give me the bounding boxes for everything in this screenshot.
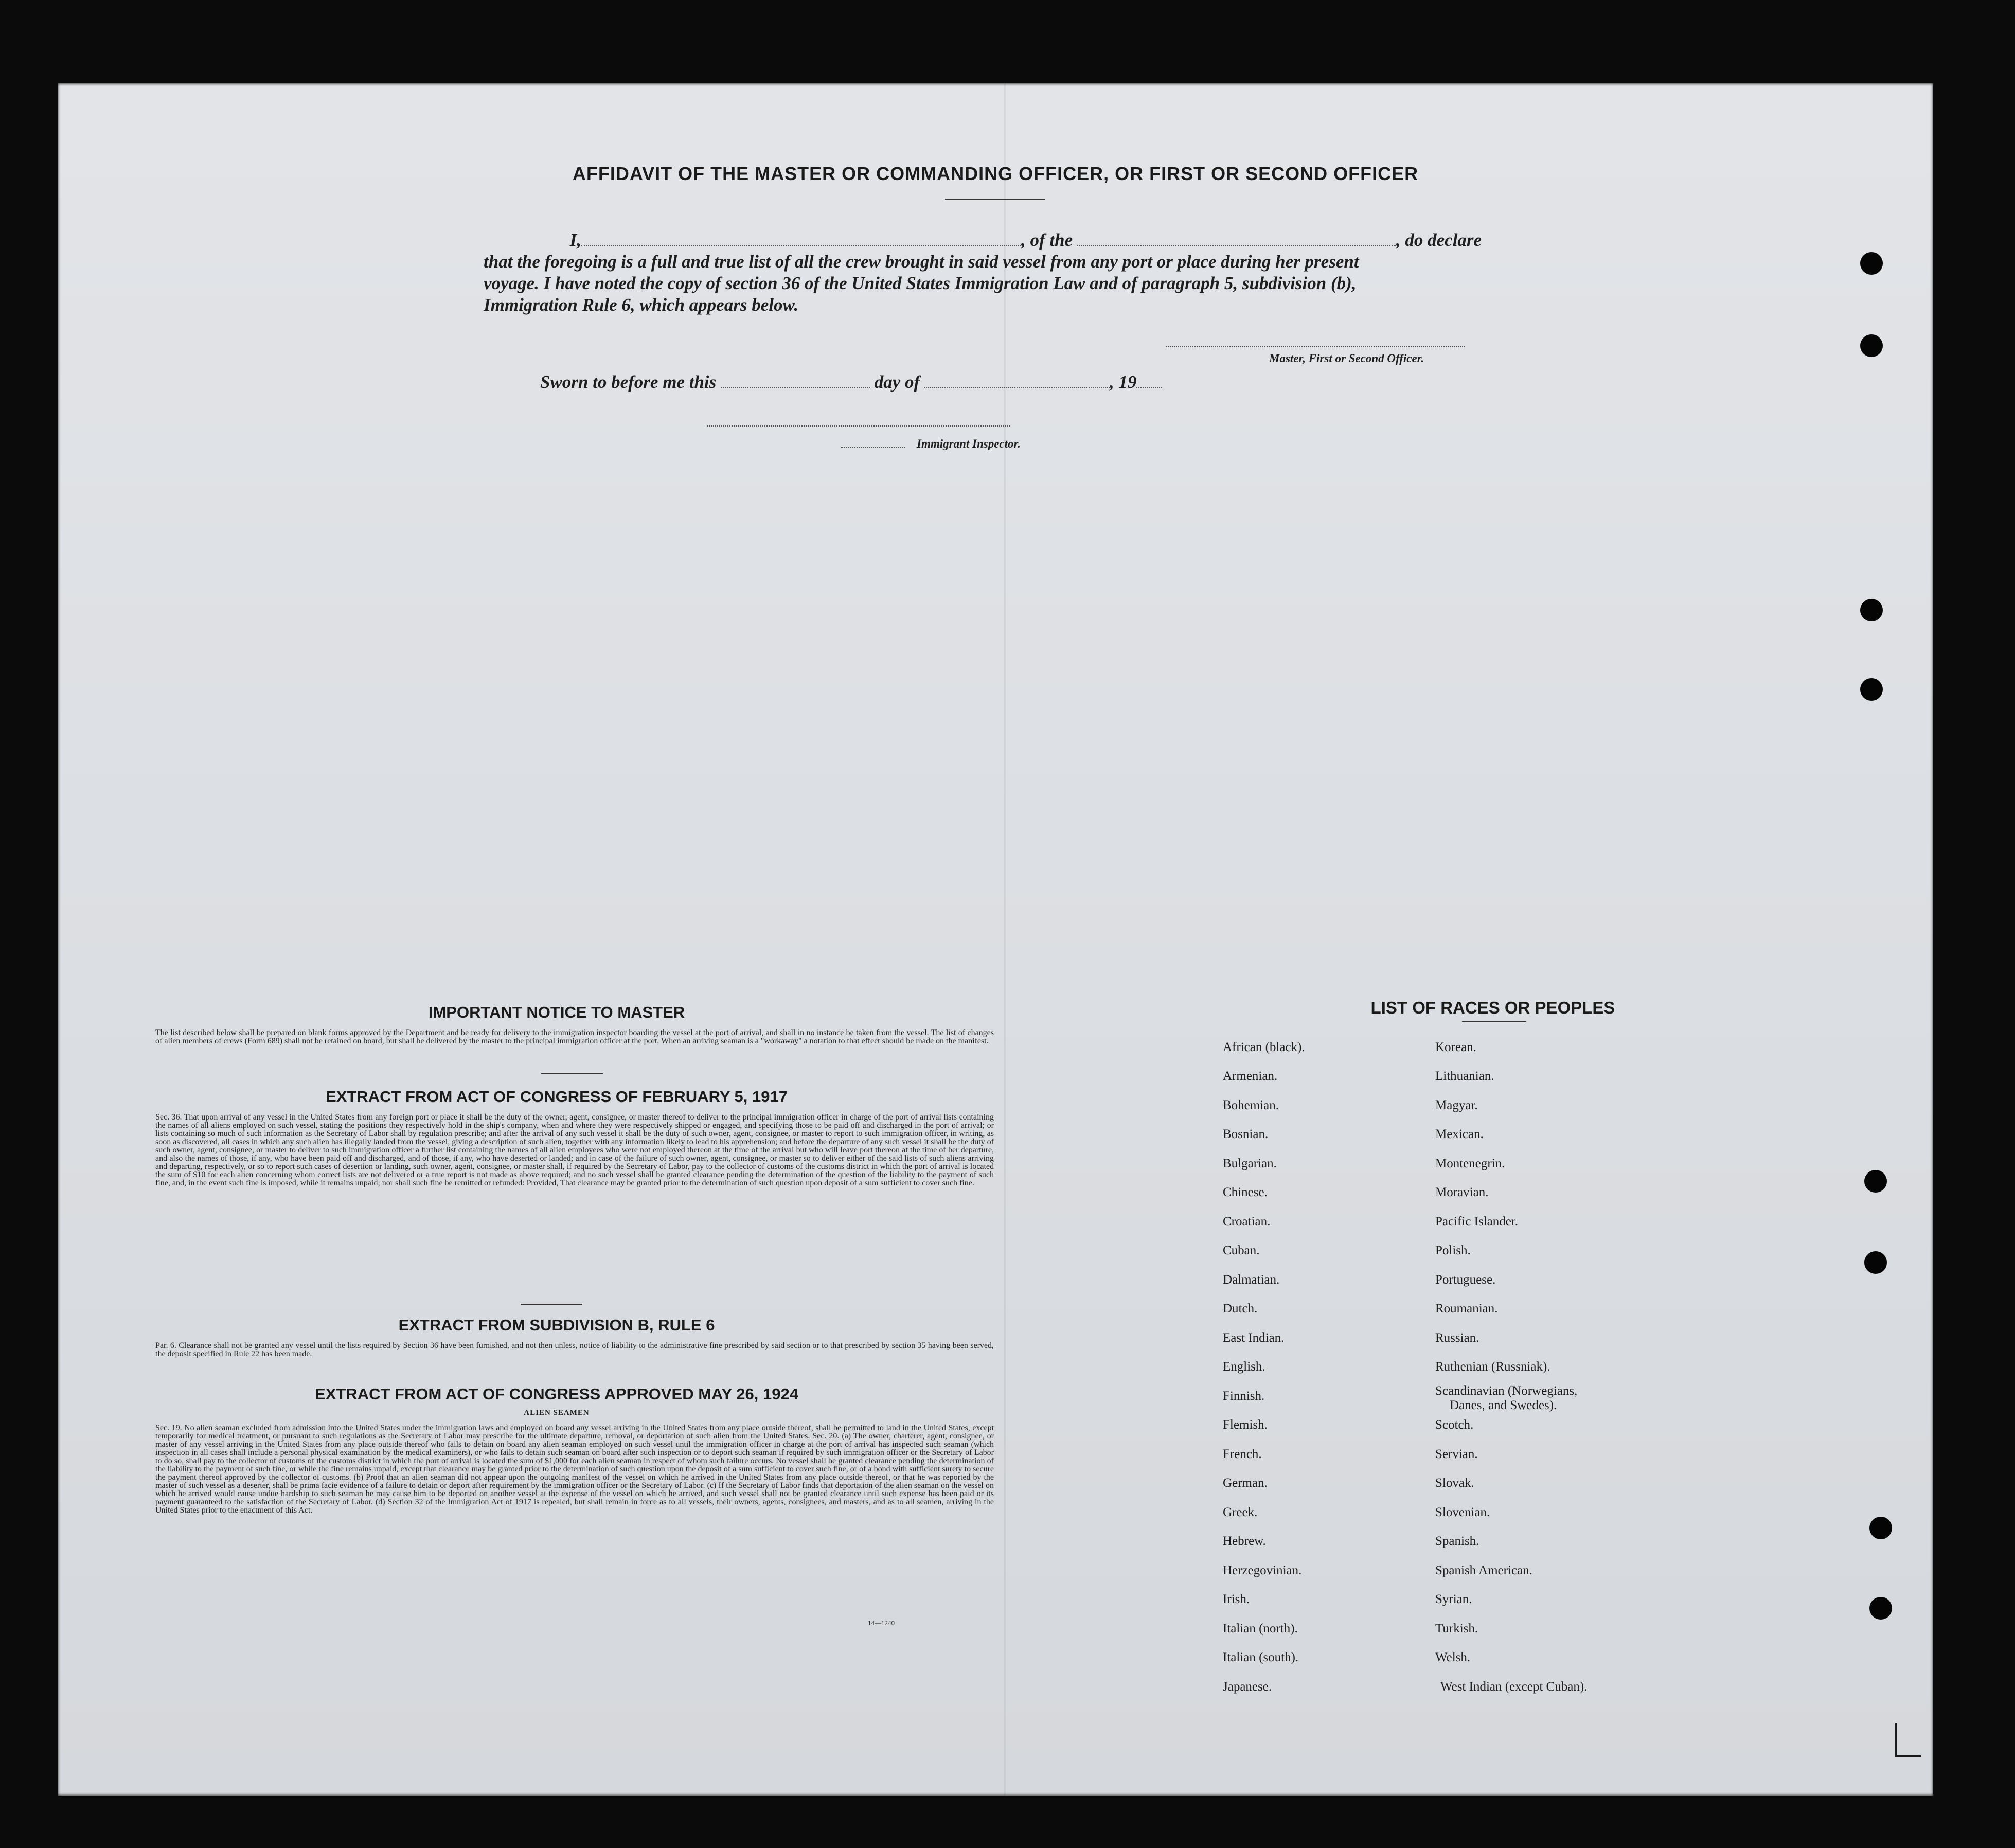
race-item: Turkish. xyxy=(1435,1622,1478,1636)
race-item: Spanish American. xyxy=(1435,1563,1532,1577)
race-item: Flemish. xyxy=(1223,1418,1268,1432)
races-right-column xyxy=(1435,1040,1806,1802)
race-item: East Indian. xyxy=(1223,1331,1285,1345)
extract-rule6-body: Par. 6. Clearance shall not be granted any vessel until the lists required by Section 36 have been furnished, and not then unless, notice of liability to the administrative fine prescribed by said section or to that prescribed by section 35 having been served, the deposit specified in Rule 22 has been made. xyxy=(155,1342,994,1358)
race-item: Armenian. xyxy=(1223,1069,1278,1083)
affidavit-line-1 xyxy=(535,229,1569,251)
race-item-continuation: Danes, and Swedes). xyxy=(1450,1398,1557,1412)
race-item: Finnish. xyxy=(1223,1389,1265,1403)
race-item: Polish. xyxy=(1435,1243,1471,1257)
handwritten-mark xyxy=(1895,1723,1897,1757)
race-item: Korean. xyxy=(1435,1040,1476,1054)
title-underline xyxy=(945,199,1045,200)
race-item: Italian (north). xyxy=(1223,1622,1298,1636)
race-item: Scotch. xyxy=(1435,1418,1474,1432)
punch-hole-icon xyxy=(1864,1251,1887,1274)
races-title: LIST OF RACES OR PEOPLES xyxy=(1370,998,1615,1017)
vessel-name-field[interactable] xyxy=(1077,244,1396,246)
punch-hole-icon xyxy=(1860,599,1883,621)
master-caption: Master, First or Second Officer. xyxy=(1269,352,1424,365)
race-item: Mexican. xyxy=(1435,1127,1484,1141)
notice-title: IMPORTANT NOTICE TO MASTER xyxy=(428,1003,685,1021)
sworn-year: , 19 xyxy=(1109,372,1137,392)
declarant-name-field[interactable] xyxy=(581,244,1021,246)
race-item: Hebrew. xyxy=(1223,1534,1266,1548)
sworn-prefix: Sworn to before me this xyxy=(540,372,717,392)
race-item: Japanese. xyxy=(1223,1680,1272,1694)
race-item: Scandinavian (Norwegians, xyxy=(1435,1384,1578,1398)
extract-1924-body: Sec. 19. No alien seaman excluded from admission into the United States under the immigration laws and employed on board any vessel arriving in the United States from any place outside thereof, shall be permitted to land in the United States, except temporarily for medical treatment, or pursuant to such regulations as the Secretary of Labor may prescribe for the ultimate departure, removal, or deportation of such alien from the United States. Sec. 20. (a) The owner, charterer, agent, consignee, or master of any vessel arriving in the United States from any place outside thereof who fails to detain on board any alien seaman employed on such vessel until the immigration officer in charge at the port of arrival has inspected such seaman (which inspection in all cases shall include a personal physical examination by the medical examiners), or who fails to detain such seaman on board after such inspection or to deport such seaman if required by such immigration officer or the Secretary of Labor to do so, shall pay to the collector of customs of the customs district in which the port of arrival is located the sum of $1,000 for each alien seaman in respect of whom such failure occurs. No vessel shall be granted clearance pending the determination of the liability to the payment of such fine, or while the fine remains unpaid, except that clearance may be granted prior to the determination of such question upon the deposit of a sum sufficient to cover such fine, or of a bond with sufficient surety to secure the payment thereof approved by the collector of customs. (b) Proof that an alien seaman did not appear upon the outgoing manifest of the vessel on which he arrived in the United States from any place outside thereof, or that he was reported by the master of such vessel as a deserter, shall be prima facie evidence of a failure to detain or deport after requirement by the immigration officer or the Secretary of Labor. (c) If the Secretary of Labor finds that deportation of the alien seaman on the vessel on which he arrived would cause undue hardship to such seaman he may cause him to be deported on another vessel at the expense of the vessel on which he arrived, and such vessel shall not be granted clearance until such expense has been paid or its payment guaranteed to the satisfaction of the Secretary of Labor. (d) Section 32 of the Immigration Act of 1917 is repealed, but shall remain in force as to all vessels, their owners, agents, consignees, and masters, and as to all seamen, arriving in the United States prior to the enactment of this Act. xyxy=(155,1424,994,1515)
affidavit-line-3: voyage. I have noted the copy of section 36 of the United States Immigration Law and of paragraph 5, subdivision (b), xyxy=(484,273,1357,293)
notice-divider xyxy=(541,1073,603,1074)
notice-body: The list described below shall be prepared on blank forms approved by the Department and be ready for delivery to the immigration inspector boarding the vessel at the port of arrival, and shall in no instance be taken from the vessel. The list of changes of alien members of crews (Form 689) shall not be retained on board, but shall be delivered by the master to the principal immigration officer at the port. When an arriving seaman is a "workaway" a notation to that effect should be made on the manifest. xyxy=(155,1029,994,1045)
race-item: German. xyxy=(1223,1476,1268,1490)
affidavit-title: AFFIDAVIT OF THE MASTER OR COMMANDING OFFICER, OR FIRST OR SECOND OFFICER xyxy=(572,163,1419,184)
inspector-signature-field[interactable] xyxy=(707,424,1010,427)
race-item: Bosnian. xyxy=(1223,1127,1269,1141)
race-item: French. xyxy=(1223,1447,1262,1461)
punch-hole-icon xyxy=(1860,678,1883,701)
affidavit-line-4: Immigration Rule 6, which appears below. xyxy=(484,295,799,315)
races-title-underline xyxy=(1462,1021,1526,1022)
race-item: English. xyxy=(1223,1360,1265,1374)
sworn-day-field[interactable] xyxy=(721,386,870,388)
race-item: Slovak. xyxy=(1435,1476,1474,1490)
race-item: Magyar. xyxy=(1435,1098,1478,1112)
race-item: Portuguese. xyxy=(1435,1273,1496,1287)
extract-1917-body: Sec. 36. That upon arrival of any vessel in the United States from any foreign port or place it shall be the duty of the owner, agent, consignee, or master thereof to deliver to the principal immigration officer in charge of the port of arrival lists containing the names of all aliens employed on such vessel, stating the positions they respectively hold in the ship's company, when and where they were respectively shipped or engaged, and specifying those to be paid off and discharged in the port of arrival; or lists containing so much of such information as the Secretary of Labor shall by regulation prescribe; and after the arrival of any such vessel it shall be the duty of such owner, agent, consignee, or master to report to such immigration officer, in writing, as soon as discovered, all cases in which any such alien has illegally landed from the vessel, giving a description of such alien, together with any information likely to lead to his apprehension; and before the departure of any such vessel it shall be the duty of such owner, agent, consignee, or master to deliver to such immigration officer a further list containing the names of all alien employees who were not employed thereon at the time of the arrival but who will leave port thereon at the time of her departure, and also the names of those, if any, who have been paid off and discharged, and of those, if any, who have deserted or landed; and in case of the failure of such owner, agent, consignee, or master so to deliver either of the said lists of such aliens arriving and departing, respectively, or so to report such cases of desertion or landing, such owner, agent, consignee, or master shall, if required by the Secretary of Labor, pay to the collector of customs of the customs district in which the port of arrival is located the sum of $10 for each alien concerning whom correct lists are not delivered or a true report is not made as above required; and no such vessel shall be granted clearance pending the determination of the question of the liability to the payment of such fine, and, in the event such fine is imposed, while it remains unpaid; nor shall such fine be remitted or refunded: Provided, That clearance may be granted prior to the determination of such question upon deposit of a sum sufficient to cover such fine. xyxy=(155,1113,994,1187)
race-item: Chinese. xyxy=(1223,1185,1268,1199)
extract-rule6-title: EXTRACT FROM SUBDIVISION B, RULE 6 xyxy=(398,1316,715,1334)
race-item: Spanish. xyxy=(1435,1534,1479,1548)
sworn-line xyxy=(540,371,1162,393)
race-item: Syrian. xyxy=(1435,1592,1472,1606)
extract-1924-title: EXTRACT FROM ACT OF CONGRESS APPROVED MAY 26, 1924 xyxy=(315,1385,798,1403)
race-item: Cuban. xyxy=(1223,1243,1260,1257)
affidavit-do-declare: , do declare xyxy=(1396,230,1482,250)
punch-hole-icon xyxy=(1860,252,1883,275)
punch-hole-icon xyxy=(1869,1597,1892,1620)
document-page xyxy=(58,83,1933,1796)
extract-1917-title: EXTRACT FROM ACT OF CONGRESS OF FEBRUARY 5, 1917 xyxy=(326,1088,788,1106)
race-item: African (black). xyxy=(1223,1040,1305,1054)
race-item: Dalmatian. xyxy=(1223,1273,1280,1287)
inspector-caption: Immigrant Inspector. xyxy=(917,437,1021,450)
race-item: Italian (south). xyxy=(1223,1650,1299,1664)
race-item: Russian. xyxy=(1435,1331,1479,1345)
race-item: Moravian. xyxy=(1435,1185,1489,1199)
punch-hole-icon xyxy=(1869,1517,1892,1539)
race-item: Roumanian. xyxy=(1435,1302,1498,1316)
race-item: Slovenian. xyxy=(1435,1505,1490,1519)
race-item: Dutch. xyxy=(1223,1302,1258,1316)
race-item: Montenegrin. xyxy=(1435,1157,1505,1170)
race-item: Lithuanian. xyxy=(1435,1069,1494,1083)
affidavit-line-2: that the foregoing is a full and true list of all the crew brought in said vessel from any port or place during her present xyxy=(484,252,1359,272)
affidavit-i: I, xyxy=(569,230,581,250)
race-item: Welsh. xyxy=(1435,1650,1471,1664)
race-item: Greek. xyxy=(1223,1505,1258,1519)
race-item: Servian. xyxy=(1435,1447,1478,1461)
race-item: Ruthenian (Russniak). xyxy=(1435,1360,1550,1374)
master-signature-field[interactable] xyxy=(1166,345,1465,347)
race-item: Irish. xyxy=(1223,1592,1250,1606)
punch-hole-icon xyxy=(1864,1170,1887,1193)
race-item: Croatian. xyxy=(1223,1215,1271,1229)
sworn-year-field[interactable] xyxy=(1136,386,1162,388)
punch-hole-icon xyxy=(1860,334,1883,357)
form-number: 14—1240 xyxy=(868,1619,895,1627)
race-item: Bulgarian. xyxy=(1223,1157,1277,1170)
inspector-caption-dots xyxy=(841,446,905,448)
race-item: Herzegovinian. xyxy=(1223,1563,1302,1577)
center-fold xyxy=(1004,83,1006,1796)
handwritten-mark-stroke xyxy=(1895,1755,1921,1757)
affidavit-of-the: , of the xyxy=(1021,230,1073,250)
race-item: Pacific Islander. xyxy=(1435,1215,1519,1229)
sworn-month-field[interactable] xyxy=(924,386,1110,388)
extract-1924-subtitle: ALIEN SEAMEN xyxy=(524,1409,590,1417)
extract-1917-divider xyxy=(521,1304,582,1305)
race-item: Bohemian. xyxy=(1223,1098,1279,1112)
race-item: West Indian (except Cuban). xyxy=(1440,1680,1588,1694)
sworn-day-of: day of xyxy=(874,372,920,392)
